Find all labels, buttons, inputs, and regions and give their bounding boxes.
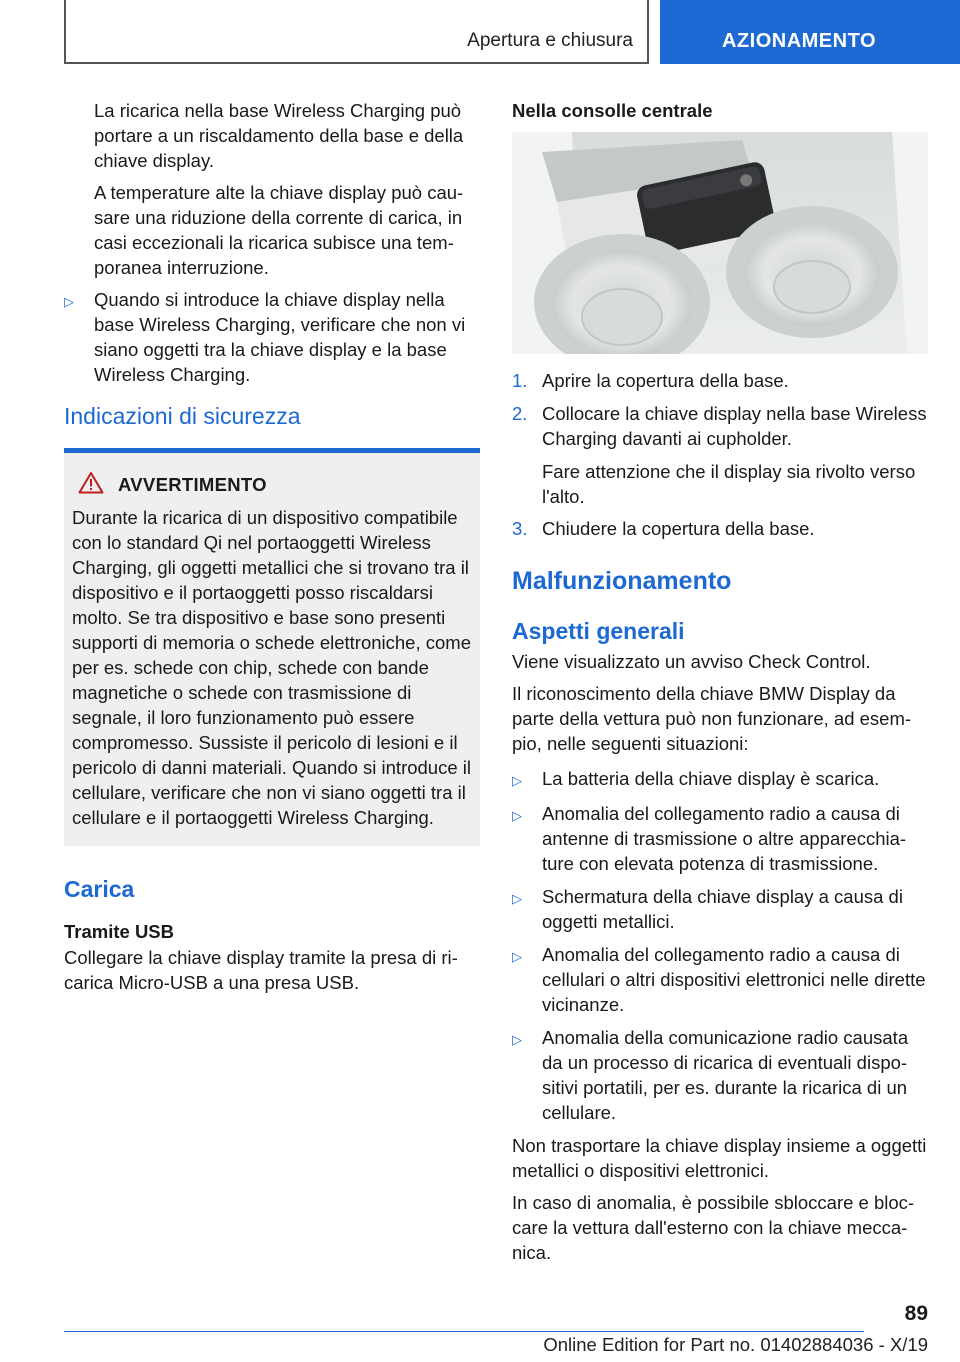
list-item	[512, 801, 928, 876]
list-item	[512, 942, 928, 1017]
console-photo	[512, 132, 928, 354]
paragraph: In caso di anomalia, è possibile sbloccare e bloccare la vettura dall'esterno con la chiave meccanica.	[512, 1192, 915, 1263]
list-item-text: La batteria della chiave display è scarica.	[542, 768, 880, 789]
paragraph: A temperature alte la chiave display può causare una riduzione della corrente di carica, in casi eccezionali la ricarica subisce una temporanea interruzione.	[94, 182, 464, 278]
malfunction-heading: Malfunzionamento	[512, 567, 732, 595]
section-title: Apertura e chiusura	[467, 30, 633, 51]
step-text: Chiudere la copertura della base.	[542, 518, 815, 539]
list-item-text: Anomalia della comunicazione radio causata da un processo di ricarica di eventuali dispositivi portatili, per es. durante la ricarica di un cellulare.	[542, 1027, 909, 1123]
warning-text: Durante la ricarica di un dispositivo compatibile con lo standard Qi nel portaoggetti Wireless Charging, gli oggetti metallici che si trovano tra il dispositivo e il portaoggetti posso riscaldarsi molto. Se tra dispositivo e base sono presenti supporti di memoria o schede elettroniche, come per es. schede con chip, schede con bande magnetiche o schede con trasmissione di segnale, il loro funzionamento può essere compromesso. Sussiste il pericolo di lesioni e il pericolo di danni materiali. Quando si introduce il cellulare, verificare che non vi siano oggetti tra il cellulare e il portaoggetti Wireless Charging.	[72, 507, 471, 828]
left-column	[64, 98, 480, 1002]
step-text: Collocare la chiave display nella base Wireless Charging davanti ai cupholder.	[542, 403, 927, 449]
header-chapter-box	[660, 0, 960, 64]
list-item-text: Schermatura della chiave display a causa di oggetti metallici.	[542, 886, 903, 932]
paragraph: Non trasportare la chiave display insieme a oggetti metallici o dispositivi elettronici.	[512, 1135, 927, 1181]
page-number: 89	[904, 1302, 928, 1325]
usb-heading: Tramite USB	[64, 921, 175, 942]
step-number: 1.	[512, 370, 528, 391]
triangle-right-icon: ▷	[512, 773, 522, 788]
console-heading: Nella consolle centrale	[512, 100, 713, 121]
triangle-right-icon: ▷	[64, 294, 74, 309]
footer-edition: Online Edition for Part no. 01402884036 - X/19	[543, 1334, 928, 1355]
list-item	[512, 401, 928, 451]
list-item	[512, 766, 928, 793]
warning-box	[64, 448, 480, 846]
list-item	[512, 368, 928, 393]
step-text: Aprire la copertura della base.	[542, 370, 789, 391]
triangle-right-icon: ▷	[512, 808, 522, 823]
paragraph: La ricarica nella base Wireless Charging può portare a un riscaldamento della base e della chiave display.	[94, 100, 464, 171]
list-item-text: Anomalia del collegamento radio a causa di cellulari o altri dispositivi elettronici nelle dirette vicinanze.	[542, 944, 926, 1015]
list-item	[512, 1025, 928, 1125]
paragraph: Viene visualizzato un avviso Check Control.	[512, 651, 871, 672]
triangle-right-icon: ▷	[512, 949, 522, 964]
list-item	[512, 516, 928, 541]
page-header	[0, 0, 960, 66]
chapter-title: AZIONAMENTO	[721, 30, 876, 52]
warning-triangle-icon	[78, 471, 108, 499]
list-item	[512, 884, 928, 934]
right-column	[512, 98, 928, 1272]
warning-title	[72, 471, 472, 499]
list-item-text: Anomalia del collegamento radio a causa di antenne di trasmissione o altre apparecchiature con elevata potenza di trasmissione.	[542, 803, 907, 874]
carica-heading: Carica	[64, 876, 135, 902]
warning-label: AVVERTIMENTO	[118, 474, 267, 495]
paragraph: Collegare la chiave display tramite la presa di ricarica Micro-USB a una presa USB.	[64, 947, 458, 993]
paragraph: Il riconoscimento della chiave BMW Display da parte della vettura può non funzionare, ad esempio, nelle seguenti situazioni:	[512, 683, 912, 754]
step-number: 3.	[512, 518, 528, 539]
triangle-right-icon: ▷	[512, 1032, 522, 1047]
step-note: Fare attenzione che il display sia rivolto verso l'alto.	[542, 461, 916, 507]
header-section-box	[64, 0, 649, 64]
general-heading: Aspetti generali	[512, 618, 685, 644]
list-item	[64, 287, 480, 387]
footer-divider	[64, 1331, 864, 1332]
safety-heading: Indicazioni di sicurezza	[64, 403, 301, 429]
list-item-text: Quando si introduce la chiave display nella base Wireless Charging, verificare che non vi siano oggetti tra la chiave display e la base Wireless Charging.	[94, 289, 466, 385]
step-number: 2.	[512, 403, 528, 424]
triangle-right-icon: ▷	[512, 891, 522, 906]
